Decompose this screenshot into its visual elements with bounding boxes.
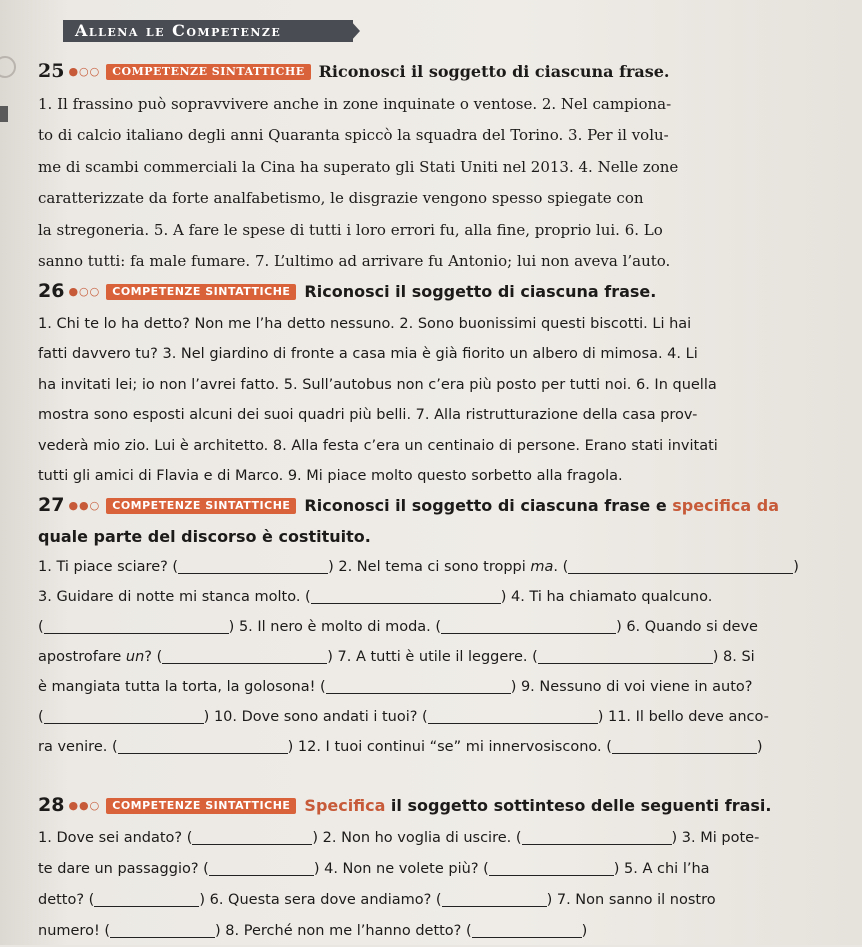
text-line: la stregoneria. 5. A fare le spese di tutti i loro errori fu, alla fine, proprio lui. 6. Lo	[38, 220, 663, 239]
question-text: te dare un passaggio? (	[38, 861, 209, 877]
question-text: ) 5. Il nero è molto di moda. (	[228, 619, 442, 635]
skill-tag: COMPETENZE SINTATTICHE	[106, 64, 310, 80]
question-text: ma	[530, 559, 554, 575]
question-text: 1. Dove sei andato? (	[38, 830, 193, 846]
text-line: mostra sono esposti alcuni dei suoi quadri più belli. 7. Alla ristrutturazione della casa prov-	[38, 407, 698, 423]
question-text: ) 8. Perché non me l’hanno detto? (	[215, 923, 472, 939]
answer-blank[interactable]	[441, 619, 616, 635]
instruction-highlight: Specifica	[304, 796, 386, 815]
exercise-instruction: Riconosci il soggetto di ciascuna frase.	[318, 62, 670, 81]
exercise-27: 27 ●●○ COMPETENZE SINTATTICHE Riconosci il soggetto di ciascuna frase e specifica da quale parte del discorso è costituito. 1. Ti piace sciare? ( ) 2. Nel tema ci sono troppi ma. ( ) 3. Guidare di notte mi stanca molto. ( ) 4. Ti ha chiamato qualcuno. ( ) 5. Il nero è molto di moda. ( ) 6. Quando si deve apostrofare un? ( ) 7. A tutti è utile il leggere. ( ) 8. Si è mangiata tutta la torta, la golosona! ( ) 9. Nessuno di voi viene in auto? ( ) 10. Dove sono andati i tuoi? ( ) 11. Il bello deve anco- ra venire. ( ) 12. I tuoi continui “se” mi innervosiscono. ( )	[38, 490, 853, 762]
difficulty-dots-icon: ●●○	[68, 799, 101, 812]
question-text: ) 6. Quando si deve	[616, 619, 758, 635]
exercise-number: 25	[38, 60, 65, 82]
question-text: ) 2. Nel tema ci sono troppi	[328, 559, 531, 575]
question-text: ) 2. Non ho voglia di uscire. (	[312, 830, 522, 846]
question-text: ) 5. A chi l’ha	[613, 861, 710, 877]
question-text: ) 9. Nessuno di voi viene in auto?	[510, 679, 753, 695]
question-text: . (	[553, 559, 569, 575]
section-banner: Allena le Competenze	[63, 20, 353, 42]
skill-tag: COMPETENZE SINTATTICHE	[106, 798, 296, 814]
margin-circle-icon	[0, 56, 16, 78]
answer-blank[interactable]	[538, 649, 713, 665]
question-text: ) 4. Non ne volete più? (	[313, 861, 489, 877]
exercise-28	[38, 790, 853, 947]
text-line: vederà mio zio. Lui è architetto. 8. Alla festa c’era un centinaio di persone. Erano stati invitati	[38, 437, 718, 454]
question-text: ) 3. Mi pote-	[671, 830, 760, 846]
exercise-25	[38, 56, 853, 278]
answer-blank[interactable]	[44, 709, 204, 725]
answer-blank[interactable]	[522, 830, 672, 846]
answer-blank[interactable]	[162, 649, 327, 665]
text-line: me di scambi commerciali la Cina ha superato gli Stati Uniti nel 2013. 4. Nelle zone	[38, 157, 679, 176]
instruction-highlight: specifica	[672, 496, 752, 515]
exercise-number: 27	[38, 494, 65, 516]
answer-blank[interactable]	[489, 861, 614, 877]
question-text: è mangiata tutta la torta, la golosona! (	[38, 679, 326, 695]
question-text: detto? (	[38, 892, 95, 908]
question-text: ) 12. I tuoi continui “se” mi innervosiscono. (	[287, 739, 612, 755]
answer-blank[interactable]	[612, 739, 757, 755]
answer-blank[interactable]	[428, 709, 598, 725]
question-text: ) 10. Dove sono andati i tuoi? (	[203, 709, 428, 725]
instruction-text: Riconosci il soggetto di ciascuna frase e	[304, 496, 673, 515]
answer-blank[interactable]	[110, 923, 215, 939]
question-text: un	[125, 649, 145, 665]
margin-marker-icon	[0, 106, 8, 122]
text-line: tutti gli amici di Flavia e di Marco. 9. Mi piace molto questo sorbetto alla fragola.	[38, 468, 623, 484]
question-text: ra venire. (	[38, 739, 118, 755]
question-text: ) 11. Il bello deve anco-	[597, 709, 769, 725]
instruction-text: da	[751, 496, 780, 515]
exercise-instruction: Riconosci il soggetto di ciascuna frase.	[304, 282, 657, 301]
question-text: ) 7. A tutti è utile il leggere. (	[327, 649, 538, 665]
answer-blank[interactable]	[209, 861, 314, 877]
question-text: 1. Ti piace sciare? (	[38, 559, 179, 575]
exercise-instruction: quale parte del discorso è costituito.	[38, 527, 371, 546]
question-text: ) 8. Si	[712, 649, 755, 665]
difficulty-dots-icon: ●○○	[68, 285, 101, 298]
text-line: to di calcio italiano degli anni Quaranta spiccò la squadra del Torino. 3. Per il volu-	[38, 126, 669, 144]
skill-tag: COMPETENZE SINTATTICHE	[106, 498, 296, 514]
answer-blank[interactable]	[94, 892, 199, 908]
answer-blank[interactable]	[178, 559, 328, 575]
instruction-text: il soggetto sottinteso delle seguenti frasi.	[385, 796, 772, 815]
exercise-number: 28	[38, 794, 65, 816]
difficulty-dots-icon: ●○○	[68, 65, 101, 78]
question-text: ) 4. Ti ha chiamato qualcuno.	[500, 589, 713, 605]
answer-blank[interactable]	[568, 559, 793, 575]
paren: )	[756, 739, 763, 755]
answer-blank[interactable]	[44, 619, 229, 635]
answer-blank[interactable]	[442, 892, 547, 908]
exercise-number: 26	[38, 280, 65, 302]
text-line: caratterizzate da forte analfabetismo, le disgrazie vengono spesso spiegate con	[38, 189, 644, 207]
question-text: ) 7. Non sanno il nostro	[546, 892, 716, 908]
text-line: sanno tutti: fa male fumare. 7. L’ultimo ad arrivare fu Antonio; lui non aveva l’auto.	[38, 252, 671, 270]
difficulty-dots-icon: ●●○	[68, 499, 101, 512]
answer-blank[interactable]	[192, 830, 312, 846]
exercise-26	[38, 276, 853, 492]
text-line: ha invitati lei; io non l’avrei fatto. 5. Sull’autobus non c’era più posto per tutti noi. 6. In quella	[38, 376, 717, 393]
banner-tail	[350, 20, 360, 42]
answer-blank[interactable]	[311, 589, 501, 605]
question-text: 3. Guidare di notte mi stanca molto. (	[38, 589, 311, 605]
question-text: apostrofare	[38, 649, 126, 665]
paren: )	[793, 559, 799, 575]
text-line: fatti davvero tu? 3. Nel giardino di fronte a casa mia è già fiorito un albero di mimosa. 4. Li	[38, 346, 698, 362]
answer-blank[interactable]	[472, 923, 582, 939]
text-line: 1. Chi te lo ha detto? Non me l’ha detto nessuno. 2. Sono buonissimi questi biscotti. Li hai	[38, 315, 692, 332]
question-text: ) 6. Questa sera dove andiamo? (	[199, 892, 442, 908]
question-text: numero! (	[38, 923, 111, 939]
text-line: 1. Il frassino può sopravvivere anche in zone inquinate o ventose. 2. Nel campiona-	[38, 94, 672, 113]
answer-blank[interactable]	[326, 679, 511, 695]
question-text: ? (	[144, 649, 163, 665]
answer-blank[interactable]	[118, 739, 288, 755]
skill-tag: COMPETENZE SINTATTICHE	[106, 284, 296, 300]
paren: )	[581, 923, 588, 939]
